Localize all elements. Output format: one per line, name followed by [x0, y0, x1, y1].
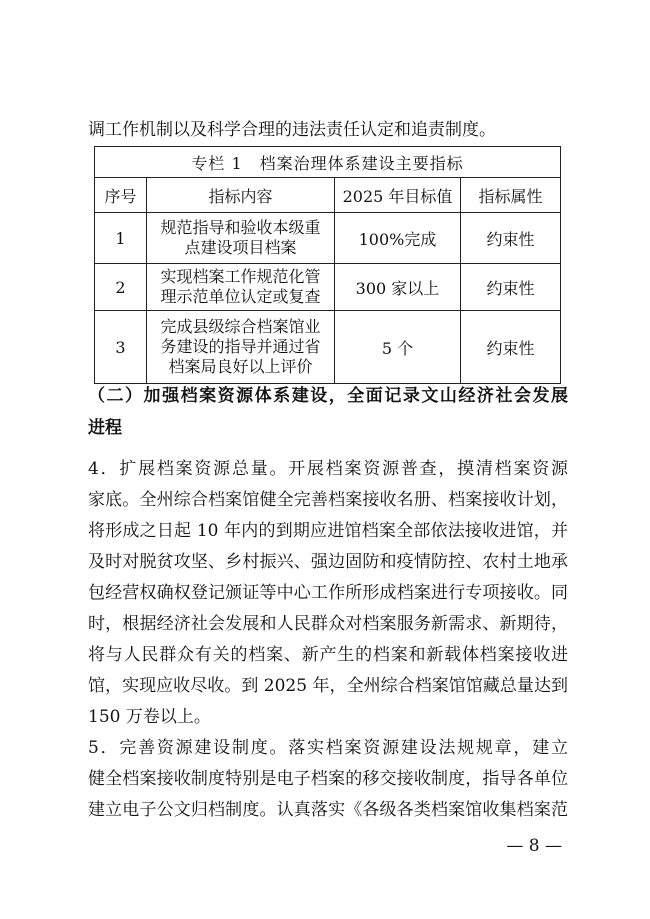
header-target: 2025 年目标值 [335, 178, 461, 213]
row-target: 5 个 [335, 311, 461, 384]
paragraph-line: 健全档案接收制度特别是电子档案的移交接收制度，指导各单位 [88, 769, 568, 789]
header-content: 指标内容 [147, 178, 335, 213]
paragraph-line: 将形成之日起 10 年内的到期应进馆档案全部依法接收进馆，并 [88, 521, 568, 541]
section-heading: （二）加强档案资源体系建设，全面记录文山经济社会发展 [88, 386, 568, 406]
row-content: 完成县级综合档案馆业务建设的指导并通过省档案局良好以上评价 [147, 311, 335, 384]
table-row [95, 213, 561, 264]
paragraph-line: 时，根据经济社会发展和人民群众对档案服务新需求、新期待， [88, 614, 568, 634]
row-no: 3 [95, 311, 147, 384]
indicator-table [94, 146, 561, 384]
section-heading: 进程 [88, 418, 122, 438]
row-attr: 约束性 [461, 213, 561, 264]
page-number: — 8 — [506, 836, 562, 856]
row-target: 100%完成 [335, 213, 461, 264]
table-caption: 专栏 1 档案治理体系建设主要指标 [95, 147, 561, 178]
paragraph-line: 包经营权确权登记颁证等中心工作所形成档案进行专项接收。同 [88, 583, 568, 603]
paragraph-line: 5．完善资源建设制度。落实档案资源建设法规规章，建立 [88, 738, 568, 758]
row-attr: 约束性 [461, 264, 561, 311]
row-content: 实现档案工作规范化管理示范单位认定或复查 [147, 264, 335, 311]
row-attr: 约束性 [461, 311, 561, 384]
row-content: 规范指导和验收本级重点建设项目档案 [147, 213, 335, 264]
paragraph-line: 家底。全州综合档案馆健全完善档案接收名册、档案接收计划， [88, 490, 568, 510]
body-line: 调工作机制以及科学合理的违法责任认定和追责制度。 [88, 120, 496, 140]
header-no: 序号 [95, 178, 147, 213]
row-target: 300 家以上 [335, 264, 461, 311]
paragraph-line: 建立电子公文归档制度。认真落实《各级各类档案馆收集档案范 [88, 800, 568, 820]
header-attr: 指标属性 [461, 178, 561, 213]
row-no: 1 [95, 213, 147, 264]
row-no: 2 [95, 264, 147, 311]
paragraph-line: 4．扩展档案资源总量。开展档案资源普查，摸清档案资源 [88, 459, 568, 479]
paragraph-line: 将与人民群众有关的档案、新产生的档案和新载体档案接收进 [88, 645, 568, 665]
table-row [95, 311, 561, 384]
table-row [95, 264, 561, 311]
paragraph-line: 150 万卷以上。 [88, 707, 211, 727]
paragraph-line: 及时对脱贫攻坚、乡村振兴、强边固防和疫情防控、农村土地承 [88, 552, 568, 572]
paragraph-line: 馆，实现应收尽收。到 2025 年，全州综合档案馆馆藏总量达到 [88, 676, 568, 696]
